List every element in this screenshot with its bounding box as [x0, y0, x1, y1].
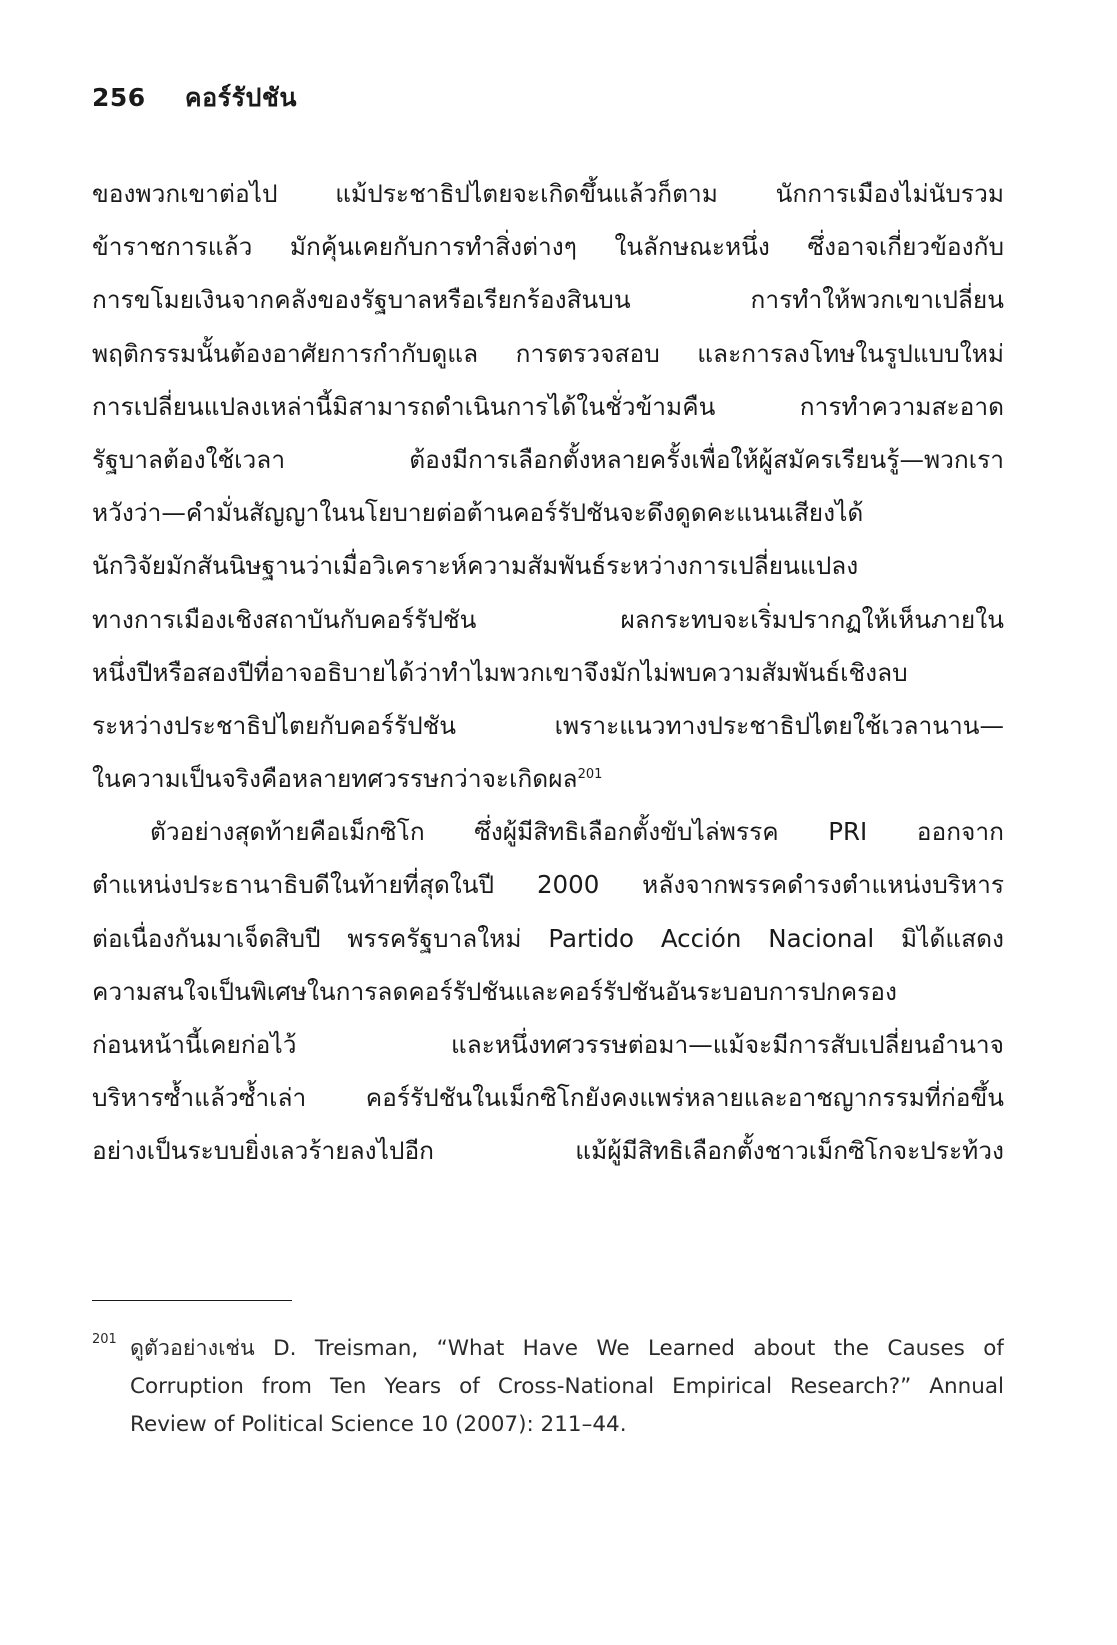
body-line: ตำแหน่งประธานาธิบดีในท้ายที่สุดในปี 2000 หลังจากพรรคดำรงตำแหน่งบริหาร [92, 870, 1004, 900]
body-line: รัฐบาลต้องใช้เวลา ต้องมีการเลือกตั้งหลายครั้งเพื่อให้ผู้สมัครเรียนรู้—พวกเรา [92, 444, 1004, 474]
body-line: ต่อเนื่องกันมาเจ็ดสิบปี พรรครัฐบาลใหม่ Partido Acción Nacional มิได้แสดง [92, 923, 1004, 953]
footnote-number: 201 [92, 1332, 117, 1347]
body-line-last [92, 752, 1004, 805]
body-line: ข้าราชการแล้ว มักคุ้นเคยกับการทำสิ่งต่างๆ ในลักษณะหนึ่ง ซึ่งอาจเกี่ยวข้องกับ [92, 232, 1004, 262]
body-line: ก่อนหน้านี้เคยก่อไว้ และหนึ่งทศวรรษต่อมา—แม้จะมีการสับเปลี่ยนอำนาจ [92, 1030, 1004, 1059]
body-line: พฤติกรรมนั้นต้องอาศัยการกำกับดูแล การตรวจสอบ และการลงโทษในรูปแบบใหม่ [92, 338, 1004, 368]
footnote-divider [92, 1300, 292, 1301]
footnote-reference[interactable]: 201 [577, 766, 603, 782]
body-text [92, 167, 1004, 1178]
footnote-line: Review of Political Science 10 (2007): 211–44. [130, 1412, 627, 1437]
footnote [92, 1330, 1004, 1444]
body-line: ของพวกเขาต่อไป แม้ประชาธิปไตยจะเกิดขึ้นแล้วก็ตาม นักการเมืองไม่นับรวม [92, 179, 1004, 208]
body-line: บริหารซ้ำแล้วซ้ำเล่า คอร์รัปชันในเม็กซิโกยังคงแพร่หลายและอาชญากรรมที่ก่อขึ้น [92, 1083, 1004, 1113]
footnote-line: ดูตัวอย่างเช่น D. Treisman, “What Have We Learned about the Causes of [130, 1336, 1004, 1361]
paragraph-first-line: ตัวอย่างสุดท้ายคือเม็กซิโก ซึ่งผู้มีสิทธิเลือกตั้งขับไล่พรรค PRI ออกจาก [150, 817, 1004, 847]
body-line: หวังว่า—คำมั่นสัญญาในนโยบายต่อต้านคอร์รัปชันจะดึงดูดคะแนนเสียงได้ [92, 498, 864, 528]
footnote-line: Corruption from Ten Years of Cross-National Empirical Research?” Annual [130, 1374, 1004, 1399]
body-line: นักวิจัยมักสันนิษฐานว่าเมื่อวิเคราะห์ความสัมพันธ์ระหว่างการเปลี่ยนแปลง [92, 551, 859, 581]
body-line: การขโมยเงินจากคลังของรัฐบาลหรือเรียกร้องสินบน การทำให้พวกเขาเปลี่ยน [92, 285, 1004, 315]
body-line: ระหว่างประชาธิปไตยกับคอร์รัปชัน เพราะแนวทางประชาธิปไตยใช้เวลานาน— [92, 710, 1004, 740]
running-title: คอร์รัปชัน [184, 83, 297, 112]
body-line: ความสนใจเป็นพิเศษในการลดคอร์รัปชันและคอร์รัปชันอันระบอบการปกครอง [92, 976, 897, 1006]
body-line: อย่างเป็นระบบยิ่งเลวร้ายลงไปอีก แม้ผู้มีสิทธิเลือกตั้งชาวเม็กซิโกจะประท้วง [92, 1136, 1004, 1166]
running-head [92, 78, 297, 118]
body-line-text: ในความเป็นจริงคือหลายทศวรรษกว่าจะเกิดผล [92, 764, 578, 794]
body-line: หนึ่งปีหรือสองปีที่อาจอธิบายได้ว่าทำไมพวกเขาจึงมักไม่พบความสัมพันธ์เชิงลบ [92, 657, 908, 687]
page-number: 256 [92, 83, 146, 112]
body-line: การเปลี่ยนแปลงเหล่านี้มิสามารถดำเนินการได้ในชั่วข้ามคืน การทำความสะอาด [92, 391, 1004, 421]
body-line: ทางการเมืองเชิงสถาบันกับคอร์รัปชัน ผลกระทบจะเริ่มปรากฏให้เห็นภายใน [92, 604, 1004, 634]
